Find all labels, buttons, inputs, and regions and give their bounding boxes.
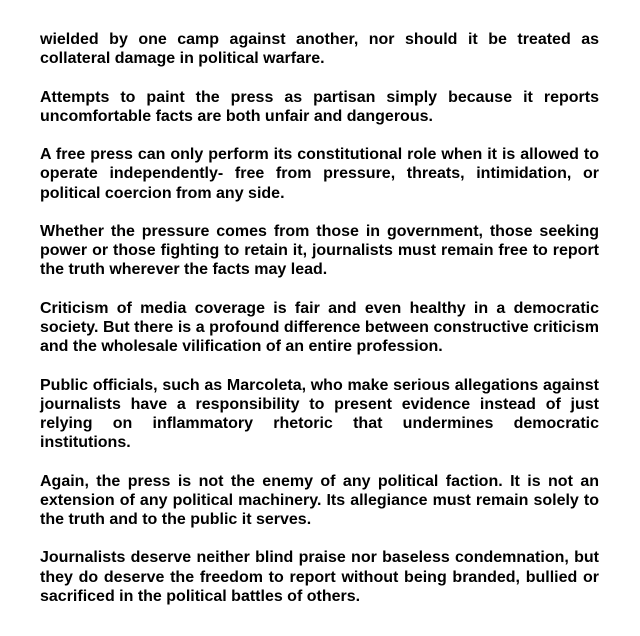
paragraph: A free press can only perform its constitutional role when it is allowed to operate independently- free from pressure, threats, intimidation, or political coercion from any side. [40, 146, 599, 202]
paragraph: Whether the pressure comes from those in government, those seeking power or those fighting to retain it, journalists must remain free to report the truth wherever the facts may lead. [40, 222, 599, 279]
paragraph: wielded by one camp against another, nor should it be treated as collateral damage in political warfare. [40, 31, 599, 68]
document-body [40, 30, 599, 606]
paragraph: Criticism of media coverage is fair and even healthy in a democratic society. But there is a profound difference between constructive criticism and the wholesale vilification of an entire profession. [40, 299, 599, 356]
paragraph: Public officials, such as Marcoleta, who make serious allegations against journalists have a responsibility to present evidence instead of just relying on inflammatory rhetoric that undermines democratic institutions. [40, 376, 599, 452]
paragraph: Journalists deserve neither blind praise nor baseless condemnation, but they do deserve the freedom to report without being branded, bullied or sacrificed in the political battles of others. [40, 549, 599, 605]
paragraph: Attempts to paint the press as partisan simply because it reports uncomfortable facts are both unfair and dangerous. [40, 88, 599, 125]
paragraph: Again, the press is not the enemy of any political faction. It is not an extension of any political machinery. Its allegiance must remain solely to the truth and to the public it serves. [40, 472, 599, 528]
